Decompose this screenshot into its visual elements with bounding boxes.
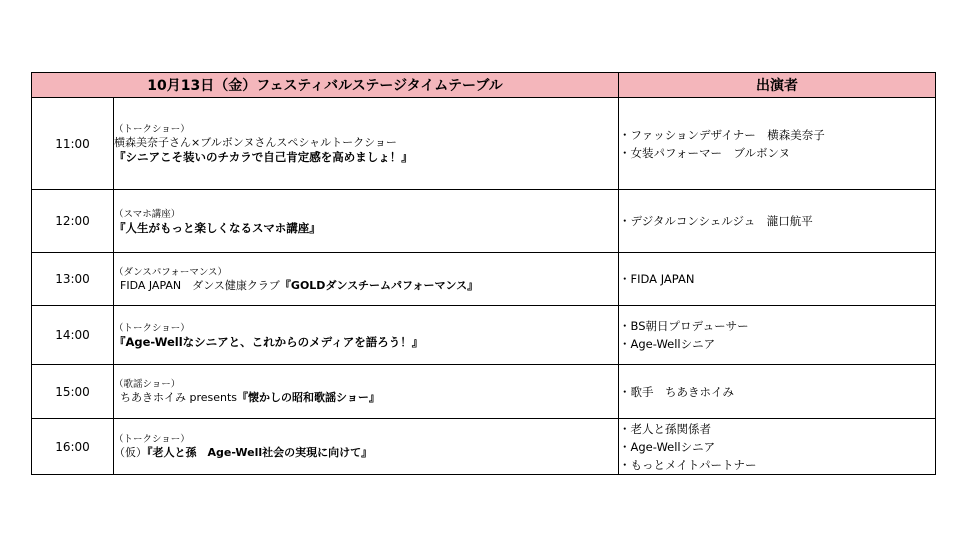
performer-cell <box>619 365 936 419</box>
time-cell: 14:00 <box>32 306 114 365</box>
performer-cell <box>619 419 936 475</box>
program-category: （トークショー） <box>114 124 190 135</box>
performer-cell <box>619 98 936 190</box>
program-subtitle: 横森美奈子さん×ブルボンヌさんスペシャルトークショー <box>114 136 397 149</box>
time-cell: 11:00 <box>32 98 114 190</box>
table-row <box>32 98 936 190</box>
program-tentative: （仮） <box>114 446 147 459</box>
program-cell <box>114 253 619 306</box>
performer-item: ・Age-Wellシニア <box>619 439 716 454</box>
program-cell <box>114 419 619 475</box>
program-title: 『老人と孫 Age-Well社会の実現に向けて』 <box>147 446 373 459</box>
program-cell <box>114 190 619 253</box>
program-cell <box>114 365 619 419</box>
program-title: 『Age-Wellなシニアと、これからのメディアを語ろう！』 <box>114 334 424 349</box>
table-row <box>32 253 936 306</box>
performer-item: ・女装パフォーマー ブルボンヌ <box>619 145 791 160</box>
performer-cell <box>619 253 936 306</box>
program-presenter: ちあきホイみ presents <box>120 391 238 404</box>
program-category: （トークショー） <box>114 322 190 334</box>
performer-item: ・ファッションデザイナー 横森美奈子 <box>619 127 825 142</box>
time-cell: 13:00 <box>32 253 114 306</box>
table-row <box>32 306 936 365</box>
program-line <box>114 279 618 293</box>
time-cell: 16:00 <box>32 419 114 475</box>
performer-cell <box>619 306 936 365</box>
performer-item: ・もっとメイトパートナー <box>619 457 757 472</box>
table-row <box>32 365 936 419</box>
program-line <box>114 446 618 460</box>
program-line <box>114 391 618 405</box>
header-performers: 出演者 <box>619 73 936 98</box>
time-cell: 15:00 <box>32 365 114 419</box>
program-category: （歌謡ショー） <box>114 379 181 390</box>
header-row <box>32 73 936 98</box>
performer-item: ・デジタルコンシェルジュ 瀧口航平 <box>619 214 813 228</box>
performer-item: ・FIDA JAPAN <box>619 272 695 286</box>
table-row <box>32 419 936 475</box>
program-title: 『GOLDダンスチームパフォーマンス』 <box>279 278 479 292</box>
table-row <box>32 190 936 253</box>
performer-item: ・老人と孫関係者 <box>619 421 712 436</box>
program-title: 『人生がもっと楽しくなるスマホ講座』 <box>114 220 321 235</box>
program-title: 『シニアこそ装いのチカラで自己肯定感を高めましょ！』 <box>114 150 413 164</box>
program-cell <box>114 306 619 365</box>
program-category: （トークショー） <box>114 434 190 445</box>
performer-item: ・BS朝日プロデューサー <box>619 319 749 333</box>
performer-cell <box>619 190 936 253</box>
performer-item: ・Age-Wellシニア <box>619 337 716 351</box>
time-cell: 12:00 <box>32 190 114 253</box>
program-category: （スマホ講座） <box>114 208 181 220</box>
program-category: （ダンスパフォーマンス） <box>114 266 228 278</box>
program-cell <box>114 98 619 190</box>
timetable <box>31 72 936 475</box>
program-organizer: FIDA JAPAN ダンス健康クラブ <box>120 278 280 292</box>
header-program: 10月13日（金）フェスティバルステージタイムテーブル <box>32 73 619 98</box>
performer-item: ・歌手 ちあきホイみ <box>619 384 735 399</box>
program-title: 『懐かしの昭和歌謡ショー』 <box>237 391 380 404</box>
